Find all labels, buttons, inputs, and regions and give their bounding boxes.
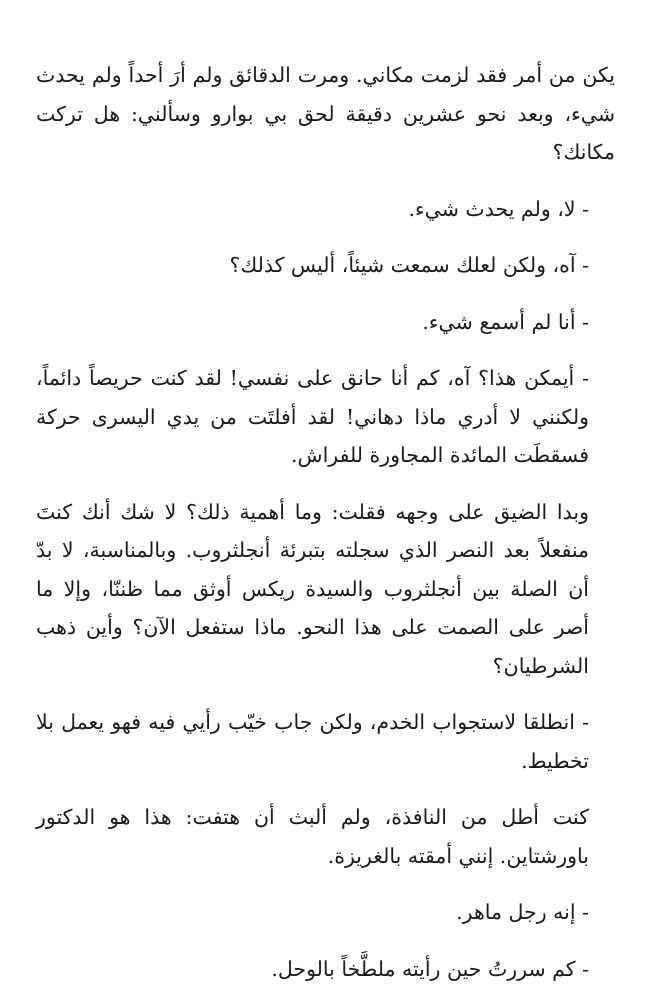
paragraph-1: يكن من أمر فقد لزمت مكاني. ومرت الدقائق ولم أرَ أحداً ولم يحدث شيء، وبعد نحو عشرين دقيقة لحق بي بوارو وسألني: هل تركت مكانك؟ bbox=[36, 63, 615, 164]
dialogue-line-9: - كم سررتُ حين رأيته ملطَّخاً بالوحل. bbox=[271, 956, 589, 981]
dialogue-paragraph-6: - انطلقا لاستجواب الخدم، ولكن جاب خيّب رأيي فيه فهو يعمل بلا تخطيط. bbox=[36, 710, 589, 773]
dialogue-paragraph-4: - أيمكن هذا؟ آه، كم أنا حانق على نفسي! لقد كنت حريصاً دائماً، ولكنني لا أدري ماذا دهاني! لقد أفلتَت من يدي اليسرى حركة فسقطَت المائدة المجاورة للفراش. bbox=[36, 366, 589, 467]
paragraph-7: كنت أطل من النافذة، ولم ألبث أن هتفت: هذا هو الدكتور باورشتاين. إنني أمقته بالغريزة. bbox=[36, 805, 589, 868]
paragraph-5: وبدا الضيق على وجهه فقلت: وما أهمية ذلك؟ لا شك أنك كنتَ منفعلاً بعد النصر الذي سجلته بتبرئة أنجلثروب. وبالمناسبة، لا بدّ أن الصلة بين أنجلثروب والسيدة ريكس أوثق مما ظننّا، وإلا ما أصر على الصمت على هذا النحو. ماذا ستفعل الآن؟ وأين ذهب الشرطيان؟ bbox=[36, 499, 589, 678]
dialogue-line-3: - أنا لم أسمع شيء. bbox=[422, 309, 589, 334]
dialogue-line-1: - لا، ولم يحدث شيء. bbox=[408, 196, 589, 221]
dialogue-line-2: - آه، ولكن لعلك سمعت شيئاً، أليس كذلك؟ bbox=[229, 253, 589, 277]
dialogue-line-8: - إنه رجل ماهر. bbox=[456, 900, 589, 924]
